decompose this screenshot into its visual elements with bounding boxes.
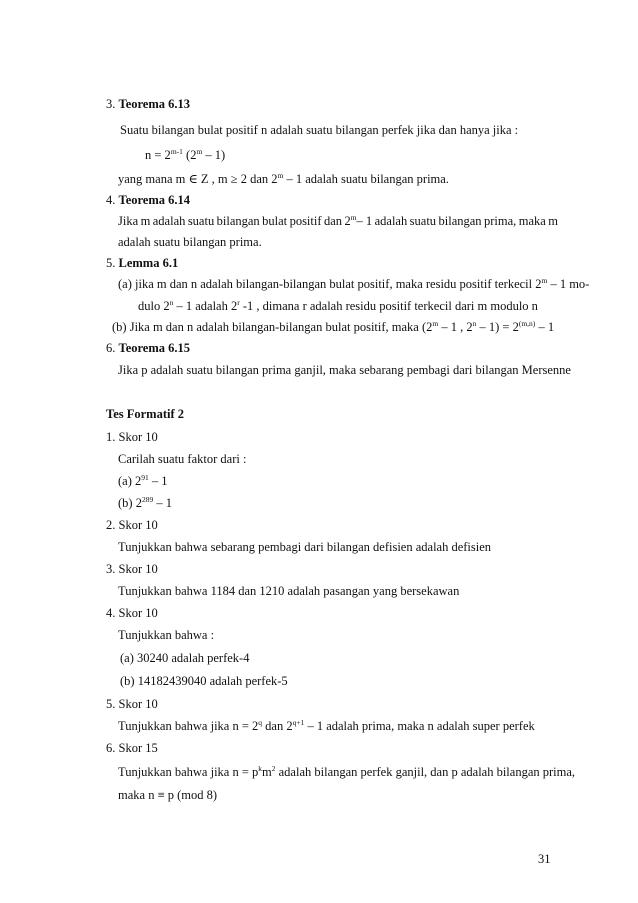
theorem-6-13-formula: $n = 2^{m-1}$ (2$^m$ – 1) [145, 147, 226, 162]
theorem-6-14-heading: 4. Teorema 6.14 [106, 193, 191, 207]
question-6-text-line2: maka n ≡ p (mod 8) [118, 788, 218, 802]
theorem-6-14-statement-line1: Jika m adalah suatu bilangan bulat positif dan 2$^m$– 1 adalah suatu bilangan prima, maka m [118, 213, 558, 228]
question-3-score: 3. Skor 10 [106, 562, 158, 576]
theorem-6-14-label: Teorema 6.14 [118, 193, 191, 207]
lemma-6-1-heading: 5. Lemma 6.1 [106, 256, 179, 270]
theorem-6-15-label: Teorema 6.15 [118, 341, 191, 355]
question-4-part-b: (b) 14182439040 adalah perfek-5 [120, 674, 288, 688]
question-5-text: Tunjukkan bahwa jika $n = 2^q$ dan $2^{q+1} - 1$ adalah prima, maka n adalah super perfek [118, 718, 535, 733]
theorem-6-13-condition: yang mana m ∈ Z , m ≥ 2 dan 2$^m$ – 1 adalah suatu bilangan prima. [118, 171, 449, 186]
lemma-6-1-part-a-line1: (a) jika m dan n adalah bilangan-bilangan bulat positif, maka residu positif terkecil 2$^m$ – 1 mo- [118, 276, 590, 291]
question-1-part-b: (b) $2^{289} - 1$ [118, 495, 172, 510]
lemma-6-1-label: Lemma 6.1 [118, 256, 179, 270]
theorem-6-15-statement: Jika p adalah suatu bilangan prima ganjil, maka sebarang pembagi dari bilangan Mersenne [118, 363, 571, 377]
question-1-text: Carilah suatu faktor dari : [118, 452, 247, 466]
question-2-text: Tunjukkan bahwa sebarang pembagi dari bilangan defisien adalah defisien [118, 540, 492, 554]
question-6-score: 6. Skor 15 [106, 741, 158, 755]
page-number: 31 [538, 852, 551, 866]
theorem-6-13-label: Teorema 6.13 [118, 97, 191, 111]
section-title-tes-formatif: Tes Formatif 2 [106, 407, 184, 421]
theorem-6-15-heading: 6. Teorema 6.15 [106, 341, 191, 355]
theorem-6-14-statement-line2: adalah suatu bilangan prima. [118, 235, 262, 249]
lemma-6-1-part-b: (b) Jika m dan n adalah bilangan-bilangan bulat positif, maka (2$^m$ – 1 , $2^n - 1) = 2^{(m,n)} - 1$ [112, 319, 555, 334]
question-1-part-a: (a) $2^{91} - 1$ [118, 473, 168, 488]
question-4-text: Tunjukkan bahwa : [118, 628, 215, 642]
question-4-score: 4. Skor 10 [106, 606, 158, 620]
question-5-score: 5. Skor 10 [106, 697, 158, 711]
question-1-score: 1. Skor 10 [106, 430, 158, 444]
question-3-text: Tunjukkan bahwa 1184 dan 1210 adalah pasangan yang bersekawan [118, 584, 460, 598]
theorem-6-13-heading: 3. Teorema 6.13 [106, 97, 191, 111]
question-4-part-a: (a) 30240 adalah perfek-4 [120, 651, 250, 665]
question-6-text: Tunjukkan bahwa jika $n = p^km^2$ adalah bilangan perfek ganjil, dan p adalah bilangan prima, [118, 764, 576, 779]
question-2-score: 2. Skor 10 [106, 518, 158, 532]
element-of-symbol: ∈ [188, 172, 198, 186]
theorem-6-13-statement: Suatu bilangan bulat positif n adalah suatu bilangan perfek jika dan hanya jika : [120, 123, 519, 137]
lemma-6-1-part-a-line2: dulo 2$^n$ – 1 adalah 2$^r$ -1 , dimana r adalah residu positif terkecil dari m modulo n [138, 298, 538, 313]
